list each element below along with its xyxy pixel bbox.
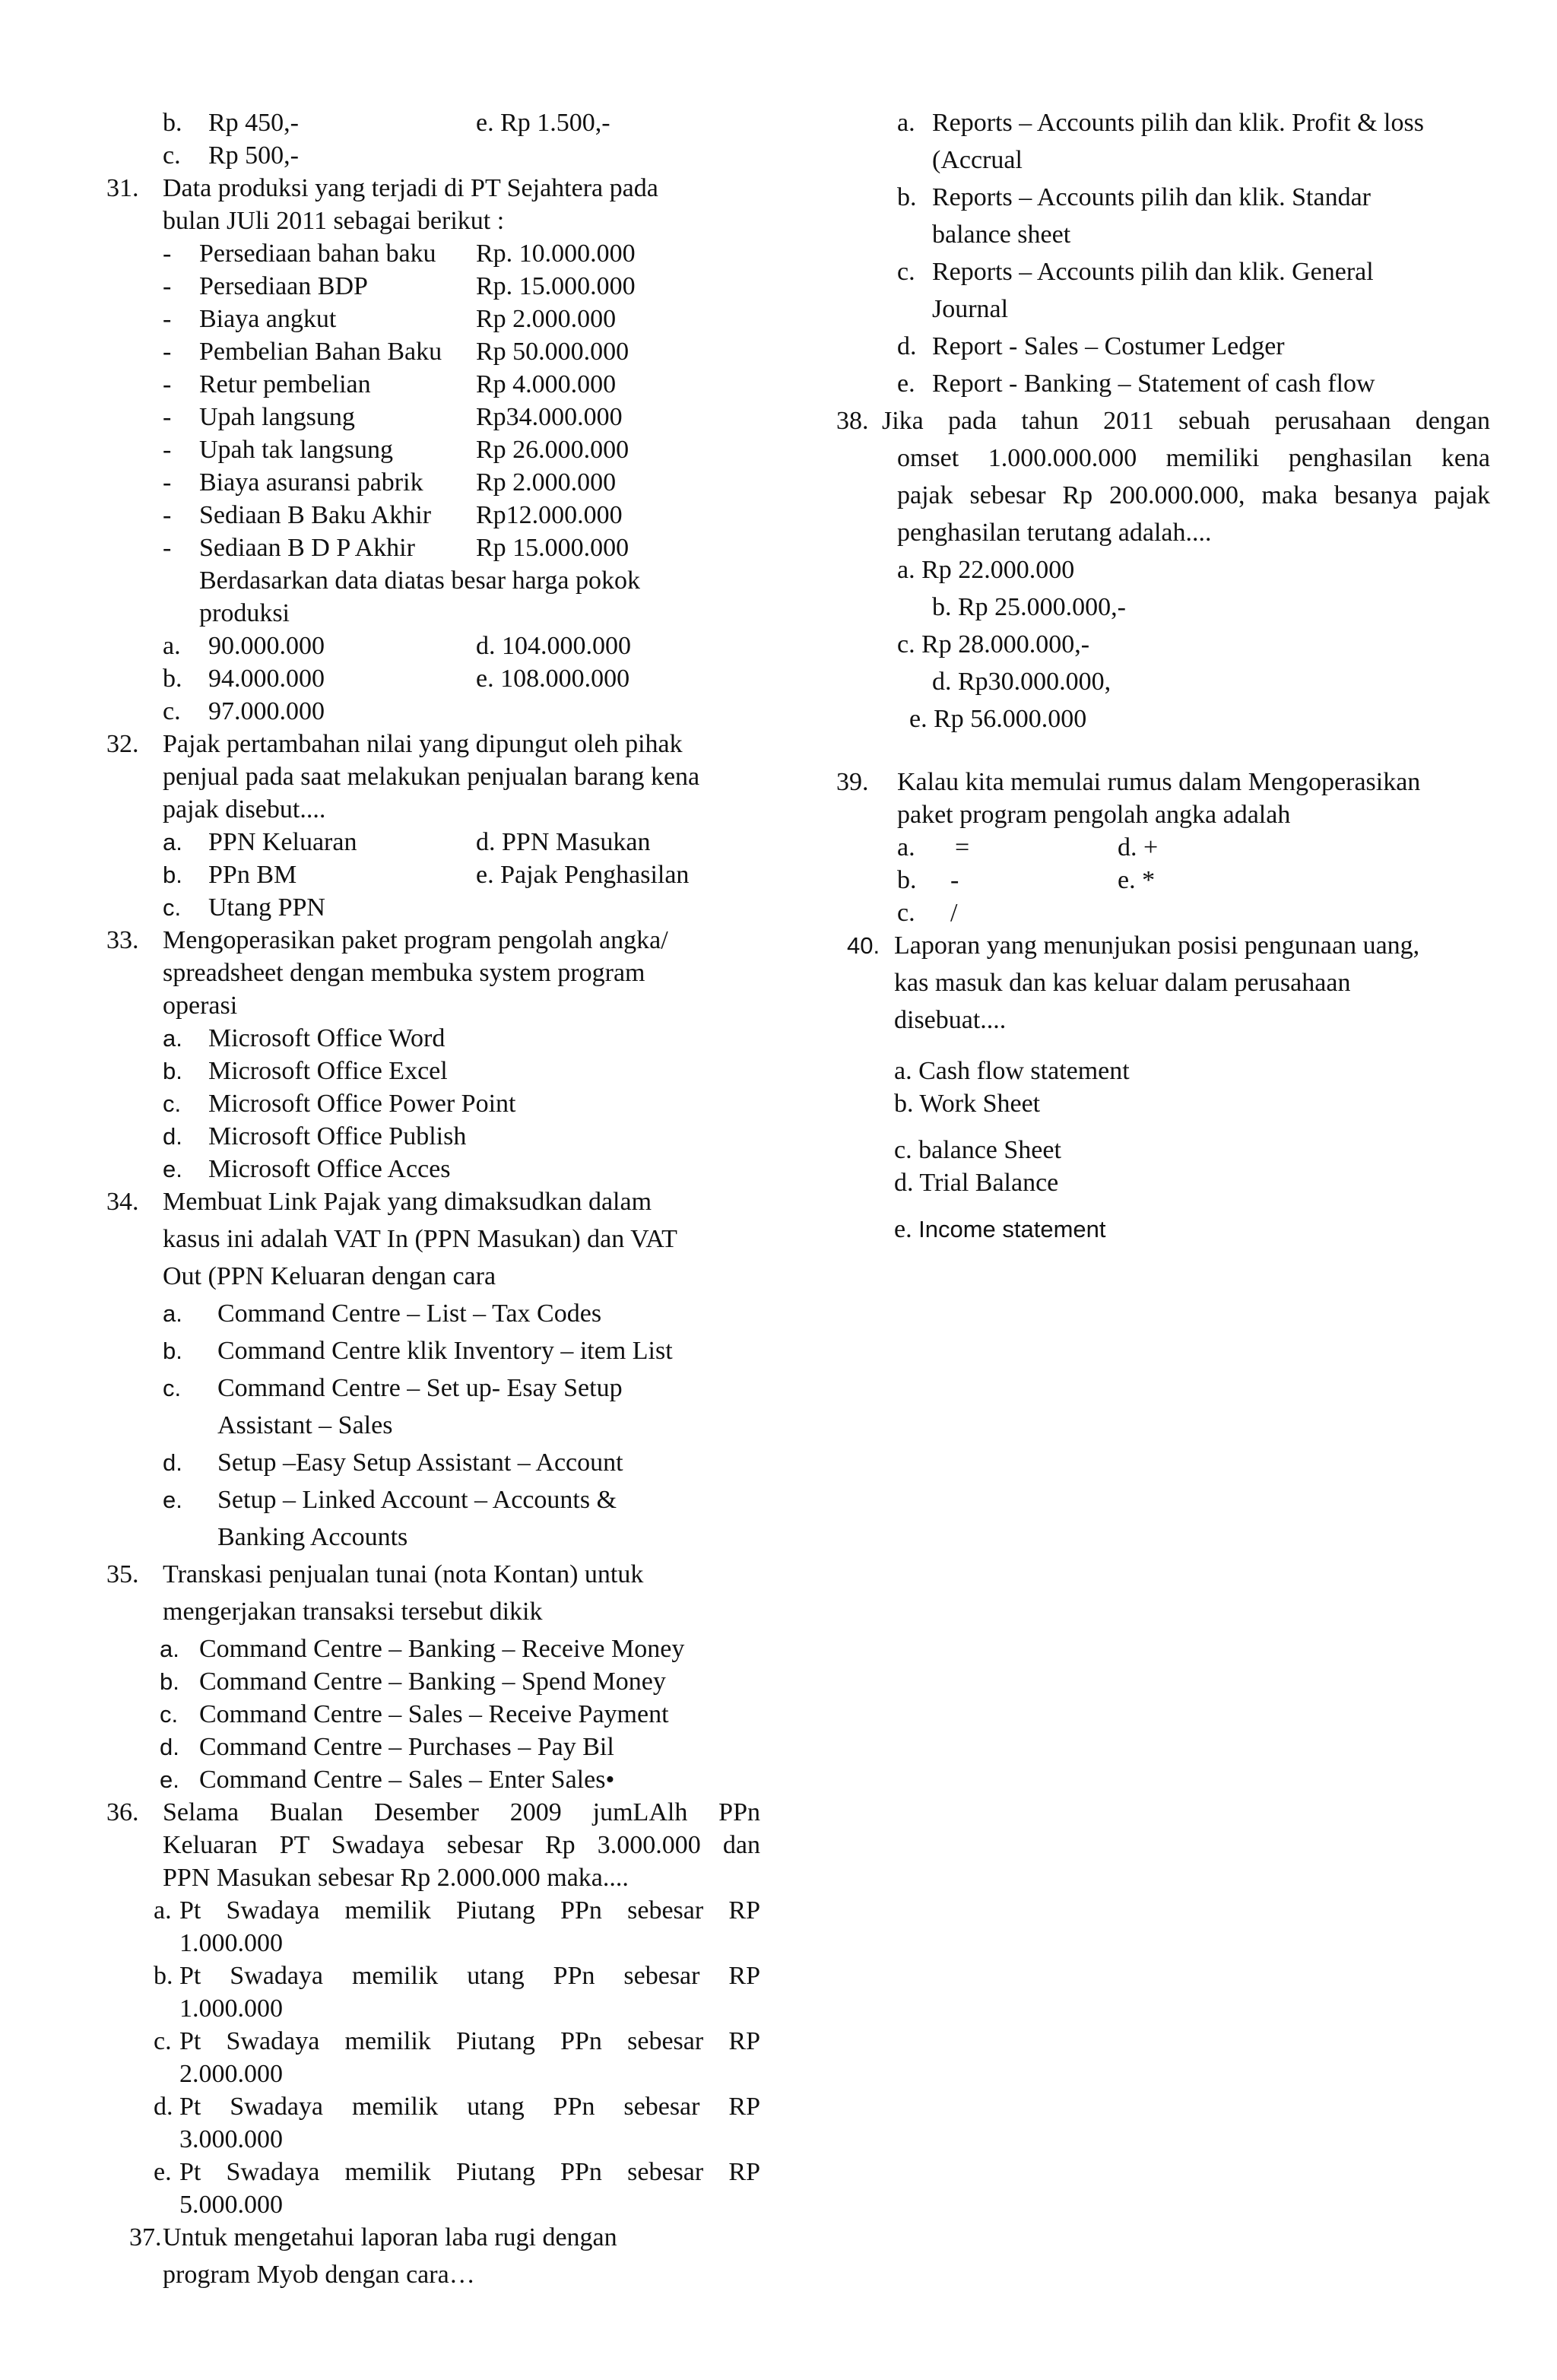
- option-letter: e.: [163, 1156, 182, 1182]
- q31-data-row: [106, 303, 760, 335]
- q31-item-label: Upah langsung: [199, 403, 355, 431]
- option-letter: d.: [160, 1734, 179, 1760]
- q37-option-cont: [836, 218, 1490, 255]
- q39-option-row: a. = d. +: [897, 833, 1159, 862]
- option-text-cont: 5.000.000: [179, 2191, 283, 2219]
- option-letter: a.: [160, 1636, 179, 1662]
- q34-option: [106, 1372, 760, 1409]
- option-letter: e.: [163, 1487, 182, 1513]
- q38-stem: pajak sebesar Rp 200.000.000, maka besanya pajak: [897, 481, 1490, 509]
- q31-dash: -: [163, 370, 172, 398]
- q36-option: [106, 1894, 760, 1927]
- q32-option-row: a. PPN Keluaran d. PPN Masukan: [163, 828, 651, 856]
- q38-option: a. Rp 22.000.000: [897, 556, 1075, 584]
- q31-question: produksi: [199, 599, 290, 627]
- q31-item-value: Rp 2.000.000: [476, 305, 617, 333]
- option-letter: b.: [154, 1962, 173, 1990]
- q31-dash: -: [163, 240, 172, 268]
- q34-option: [106, 1446, 760, 1484]
- q34-option: [106, 1521, 760, 1558]
- q40-stem: kas masuk dan kas keluar dalam perusahaan: [894, 969, 1351, 997]
- option-text-cont: Journal: [932, 295, 1009, 323]
- q31-data-row: [106, 532, 760, 564]
- q37-option: [836, 255, 1490, 293]
- q31-data-row: [106, 237, 760, 270]
- q36-option-cont: [106, 1992, 760, 2025]
- q40-option: a. Cash flow statement: [894, 1057, 1130, 1085]
- option-letter: b.: [163, 1338, 182, 1364]
- q38-option: e. Rp 56.000.000: [909, 705, 1087, 733]
- q37-option: [836, 181, 1490, 218]
- q31-item-value: Rp. 15.000.000: [476, 272, 636, 300]
- q35-option: [106, 1665, 760, 1698]
- option-text-cont: 3.000.000: [179, 2125, 283, 2153]
- q40-stem: disebuat....: [894, 1006, 1007, 1034]
- q33-option: [106, 1087, 760, 1120]
- q32-stem: pajak disebut....: [163, 795, 326, 823]
- q36-option: [106, 2156, 760, 2188]
- option-text: Microsoft Office Excel: [208, 1057, 448, 1085]
- q35-option: [106, 1763, 760, 1796]
- option-letter: c.: [897, 258, 915, 286]
- q32-stem: 32. Pajak pertambahan nilai yang dipungut oleh pihak: [106, 730, 683, 758]
- q38-stem: 38. Jika pada tahun 2011 sebuah perusahaan dengan: [836, 407, 1490, 435]
- option-letter: c.: [163, 1090, 182, 1117]
- q31-stem: 31. Data produksi yang terjadi di PT Sejahtera pada: [106, 174, 658, 202]
- option-text: Command Centre – Banking – Receive Money: [199, 1635, 685, 1663]
- q36-stem: Keluaran PT Swadaya sebesar Rp 3.000.000 dan: [163, 1831, 760, 1859]
- q31-item-label: Pembelian Bahan Baku: [199, 338, 442, 366]
- q31-item-value: Rp34.000.000: [476, 403, 623, 431]
- q38-option: b. Rp 25.000.000,-: [932, 593, 1126, 621]
- q32-option-row: c. Utang PPN: [163, 893, 325, 922]
- q31-data-row: [106, 466, 760, 499]
- option-text: Report - Banking – Statement of cash flow: [932, 370, 1375, 398]
- option-text: Setup –Easy Setup Assistant – Account: [217, 1449, 623, 1477]
- q31-dash: -: [163, 403, 172, 431]
- option-text: Command Centre – List – Tax Codes: [217, 1299, 602, 1328]
- q36-option-cont: [106, 2058, 760, 2090]
- q35-stem: mengerjakan transaksi tersebut dikik: [163, 1598, 543, 1626]
- q31-data-row: [106, 368, 760, 401]
- q31-dash: -: [163, 501, 172, 529]
- q37-stem: 37. Untuk mengetahui laporan laba rugi dengan: [129, 2223, 617, 2251]
- q34-stem: Out (PPN Keluaran dengan cara: [163, 1262, 496, 1290]
- option-letter: a.: [163, 1025, 182, 1052]
- option-letter: c.: [163, 1375, 182, 1401]
- option-letter: e.: [897, 370, 915, 398]
- q31-item-value: Rp 2.000.000: [476, 468, 617, 497]
- option-text-cont: (Accrual: [932, 146, 1023, 174]
- q33-stem: operasi: [163, 992, 238, 1020]
- q31-data-row: [106, 499, 760, 532]
- q31-dash: -: [163, 338, 172, 366]
- option-text: Pt Swadaya memilik Piutang PPn sebesar RP: [179, 2158, 760, 2186]
- q38-stem: omset 1.000.000.000 memiliki penghasilan kena: [897, 444, 1490, 472]
- option-letter: b.: [163, 1058, 182, 1084]
- option-text: Reports – Accounts pilih dan klik. General: [932, 258, 1374, 286]
- q36-option-cont: [106, 1927, 760, 1960]
- option-letter: d.: [163, 1449, 182, 1476]
- q31-question: Berdasarkan data diatas besar harga pokok: [199, 566, 640, 595]
- option-text: Microsoft Office Acces: [208, 1155, 451, 1183]
- q31-item-value: Rp 15.000.000: [476, 534, 629, 562]
- q31-dash: -: [163, 272, 172, 300]
- q38-option: d. Rp30.000.000,: [932, 668, 1111, 696]
- option-text-cont: 1.000.000: [179, 1929, 283, 1957]
- option-text: Microsoft Office Publish: [208, 1122, 467, 1150]
- option-text-cont: 1.000.000: [179, 1994, 283, 2023]
- q36-option: [106, 1960, 760, 1992]
- q34-option: [106, 1297, 760, 1334]
- option-text: Command Centre – Purchases – Pay Bil: [199, 1733, 614, 1761]
- q31-data-row: [106, 401, 760, 433]
- q30-option-row: b. Rp 450,- e. Rp 1.500,-: [163, 109, 610, 137]
- q35-option: [106, 1731, 760, 1763]
- option-text: Microsoft Office Word: [208, 1024, 446, 1052]
- q36-option-cont: [106, 2188, 760, 2221]
- option-letter: b.: [897, 183, 917, 211]
- option-text: Report - Sales – Costumer Ledger: [932, 332, 1285, 360]
- q34-option: [106, 1484, 760, 1521]
- q33-option: [106, 1055, 760, 1087]
- q36-option: [106, 2090, 760, 2123]
- left-column: [106, 106, 760, 2296]
- q40-option: d. Trial Balance: [894, 1169, 1059, 1197]
- option-letter: c.: [160, 1701, 179, 1728]
- q31-dash: -: [163, 468, 172, 497]
- q39-option-row: b. - e. *: [897, 866, 1156, 894]
- q36-option-cont: [106, 2123, 760, 2156]
- q31-item-label: Biaya asuransi pabrik: [199, 468, 423, 497]
- q31-dash: -: [163, 305, 172, 333]
- option-text: Command Centre – Sales – Receive Payment: [199, 1700, 669, 1728]
- q36-stem: PPN Masukan sebesar Rp 2.000.000 maka....: [163, 1864, 629, 1892]
- q37-option: [836, 106, 1490, 144]
- q31-item-value: Rp. 10.000.000: [476, 240, 636, 268]
- option-text: Pt Swadaya memilik Piutang PPn sebesar RP: [179, 1896, 760, 1925]
- q30-option-row: c. Rp 500,-: [163, 141, 299, 170]
- option-letter: b.: [160, 1668, 179, 1695]
- option-text: Pt Swadaya memilik utang PPn sebesar RP: [179, 2093, 760, 2121]
- q33-option: [106, 1120, 760, 1153]
- q31-item-value: Rp 50.000.000: [476, 338, 629, 366]
- q37-option: [836, 367, 1490, 405]
- q33-option: [106, 1022, 760, 1055]
- q31-data-row: [106, 433, 760, 466]
- q33-stem: 33. Mengoperasikan paket program pengolah angka/: [106, 926, 668, 954]
- option-letter: e.: [160, 1766, 179, 1793]
- q31-item-label: Biaya angkut: [199, 305, 337, 333]
- q31-item-label: Persediaan BDP: [199, 272, 368, 300]
- q40-option: e. Income statement: [894, 1215, 1106, 1243]
- q31-item-label: Sediaan B D P Akhir: [199, 534, 415, 562]
- q34-option: [106, 1409, 760, 1446]
- q35-stem: 35. Transkasi penjualan tunai (nota Kontan) untuk: [106, 1560, 644, 1588]
- q32-stem: penjual pada saat melakukan penjualan barang kena: [163, 763, 700, 791]
- option-text-cont: 2.000.000: [179, 2060, 283, 2088]
- q36-option: [106, 2025, 760, 2058]
- q33-option: [106, 1153, 760, 1185]
- q39-option-row: c. /: [897, 899, 958, 927]
- q31-item-value: Rp12.000.000: [476, 501, 623, 529]
- option-letter: d.: [154, 2093, 173, 2121]
- q31-data-row: [106, 270, 760, 303]
- q31-item-value: Rp 26.000.000: [476, 436, 629, 464]
- option-text: Reports – Accounts pilih dan klik. Standar: [932, 183, 1371, 211]
- q36-stem: 36. Selama Bualan Desember 2009 jumLAlh PPn: [106, 1798, 760, 1826]
- q31-dash: -: [163, 436, 172, 464]
- option-text-cont: balance sheet: [932, 221, 1071, 249]
- q35-option: [106, 1633, 760, 1665]
- q40-option: c. balance Sheet: [894, 1136, 1061, 1164]
- q32-option-row: b. PPn BM e. Pajak Penghasilan: [163, 861, 690, 889]
- option-text: Command Centre – Set up- Esay Setup: [217, 1374, 623, 1402]
- option-letter: d.: [163, 1123, 182, 1150]
- q39-stem: paket program pengolah angka adalah: [897, 801, 1291, 829]
- option-letter: d.: [897, 332, 917, 360]
- option-letter: a.: [897, 109, 915, 137]
- option-letter: a.: [163, 1300, 182, 1327]
- q37-option-cont: [836, 144, 1490, 181]
- option-text: Command Centre – Sales – Enter Sales•: [199, 1766, 615, 1794]
- q31-option-row: a. 90.000.000 d. 104.000.000: [163, 632, 631, 660]
- q31-item-value: Rp 4.000.000: [476, 370, 617, 398]
- q34-stem: kasus ini adalah VAT In (PPN Masukan) dan VAT: [163, 1225, 677, 1253]
- option-text: Assistant – Sales: [217, 1411, 393, 1439]
- q31-stem: bulan JUli 2011 sebagai berikut :: [163, 207, 505, 235]
- q37-option: [836, 330, 1490, 367]
- q31-item-label: Retur pembelian: [199, 370, 371, 398]
- option-letter: a.: [154, 1896, 172, 1925]
- q31-item-label: Sediaan B Baku Akhir: [199, 501, 432, 529]
- q31-item-label: Persediaan bahan baku: [199, 240, 436, 268]
- option-text: Setup – Linked Account – Accounts &: [217, 1486, 617, 1514]
- option-text: Reports – Accounts pilih dan klik. Profit & loss: [932, 109, 1424, 137]
- q37-stem: program Myob dengan cara…: [163, 2261, 475, 2289]
- option-text: Command Centre – Banking – Spend Money: [199, 1668, 666, 1696]
- q40-stem: 40. Laporan yang menunjukan posisi pengunaan uang,: [847, 931, 1420, 960]
- q38-stem: penghasilan terutang adalah....: [897, 519, 1212, 547]
- q31-data-row: [106, 335, 760, 368]
- option-text: Command Centre klik Inventory – item List: [217, 1337, 673, 1365]
- q31-item-label: Upah tak langsung: [199, 436, 393, 464]
- option-text: Microsoft Office Power Point: [208, 1090, 516, 1118]
- q37-option-cont: [836, 293, 1490, 330]
- q40-option: b. Work Sheet: [894, 1090, 1041, 1118]
- q39-stem: 39. Kalau kita memulai rumus dalam Mengoperasikan: [836, 768, 1421, 796]
- option-letter: c.: [154, 2027, 172, 2055]
- q34-option: [106, 1334, 760, 1372]
- q33-stem: spreadsheet dengan membuka system program: [163, 959, 645, 987]
- q34-stem: 34. Membuat Link Pajak yang dimaksudkan dalam: [106, 1188, 652, 1216]
- option-letter: e.: [154, 2158, 172, 2186]
- option-text: Banking Accounts: [217, 1523, 408, 1551]
- q31-dash: -: [163, 534, 172, 562]
- right-column: [836, 106, 1490, 1246]
- q35-option: [106, 1698, 760, 1731]
- q38-option: c. Rp 28.000.000,-: [897, 630, 1090, 658]
- q31-option-row: b. 94.000.000 e. 108.000.000: [163, 665, 630, 693]
- q31-option-row: c. 97.000.000: [163, 697, 325, 725]
- option-text: Pt Swadaya memilik utang PPn sebesar RP: [179, 1962, 760, 1990]
- option-text: Pt Swadaya memilik Piutang PPn sebesar RP: [179, 2027, 760, 2055]
